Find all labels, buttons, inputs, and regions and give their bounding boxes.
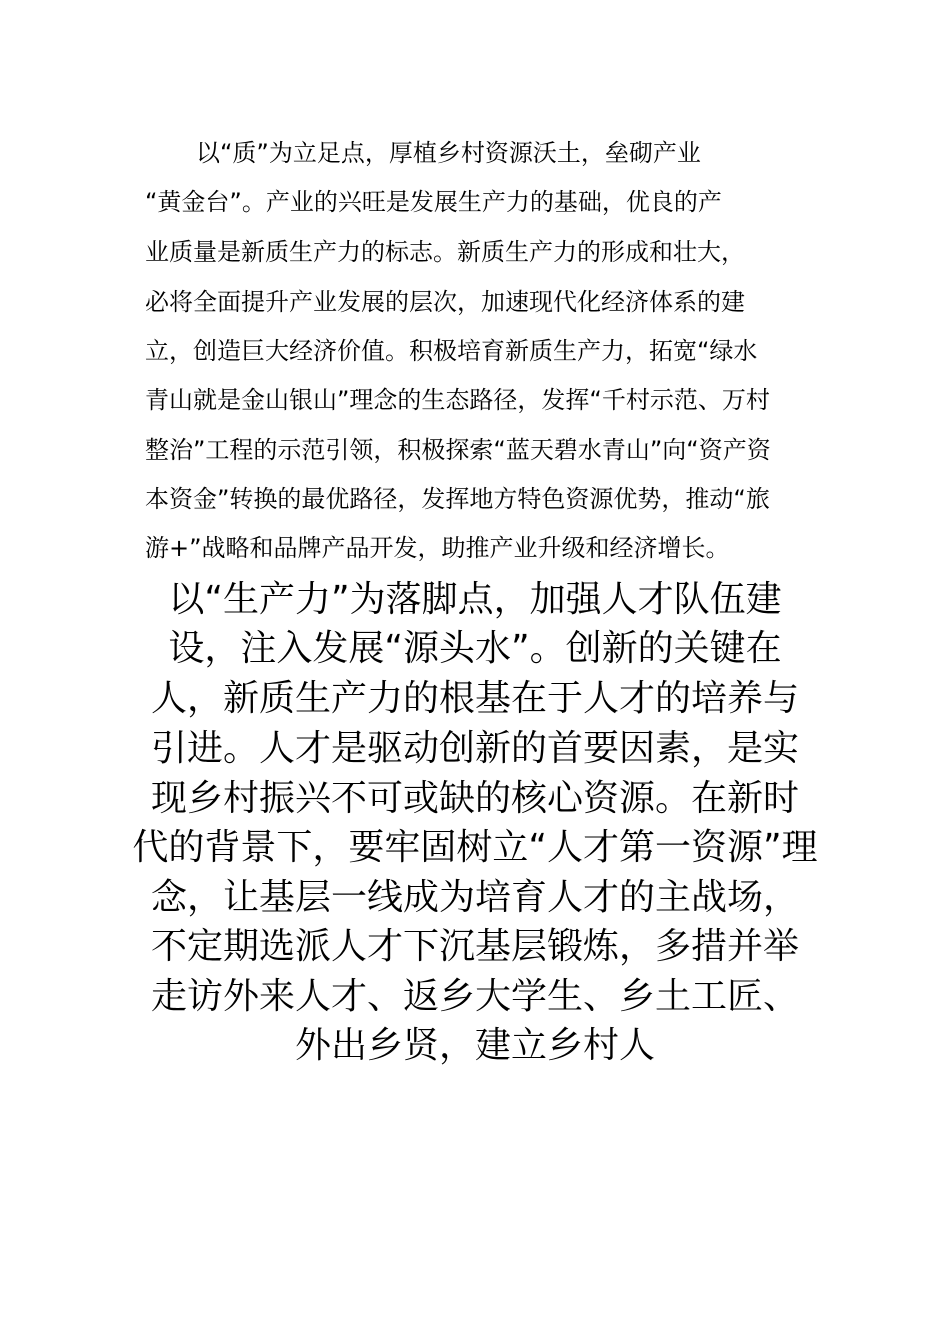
paragraph-1-line: “黄金台”。产业的兴旺是发展生产力的基础，优良的产 [145, 188, 722, 216]
paragraph-1-line: 以“质”为立足点，厚植乡村资源沃土，垒砌产业 [196, 139, 701, 167]
paragraph-1-line: 青山就是金山银山”理念的生态路径，发挥“千村示范、万村 [145, 386, 770, 414]
paragraph-2-line: 外出乡贤，建立乡村人 [294, 1025, 655, 1066]
paragraph-1-line: 本资金”转换的最优路径，发挥地方特色资源优势，推动“旅 [145, 485, 770, 513]
paragraph-1-line: 立，创造巨大经济价值。积极培育新质生产力，拓宽“绿水 [145, 337, 758, 365]
paragraph-2-line: 现乡村振兴不可或缺的核心资源。在新时 [150, 778, 799, 819]
paragraph-2-line: 不定期选派人才下沉基层锻炼，多措并举 [150, 926, 799, 967]
paragraph-2-line: 人，新质生产力的根基在于人才的培养与 [150, 678, 799, 719]
paragraph-2-line: 走访外来人才、返乡大学生、乡土工匠、 [150, 976, 799, 1017]
paragraph-1-line: 整治”工程的示范引领，积极探索“蓝天碧水青山”向“资产资 [145, 436, 771, 464]
paragraph-2-line: 引进。人才是驱动创新的首要因素，是实 [150, 728, 799, 769]
paragraph-1-line: 游+”战略和品牌产品开发，助推产业升级和经济增长。 [145, 534, 730, 562]
paragraph-2-line: 设，注入发展“源头水”。创新的关键在 [168, 628, 782, 669]
paragraph-2-line: 代的背景下，要牢固树立“人才第一资源”理 [132, 827, 818, 868]
paragraph-2-line: 念，让基层一线成为培育人才的主战场， [150, 877, 799, 918]
paragraph-1-line: 必将全面提升产业发展的层次，加速现代化经济体系的建 [145, 288, 745, 316]
paragraph-1-line: 业质量是新质生产力的标志。新质生产力的形成和壮大， [145, 238, 745, 266]
paragraph-2-line: 以“生产力”为落脚点，加强人才队伍建 [168, 579, 782, 620]
